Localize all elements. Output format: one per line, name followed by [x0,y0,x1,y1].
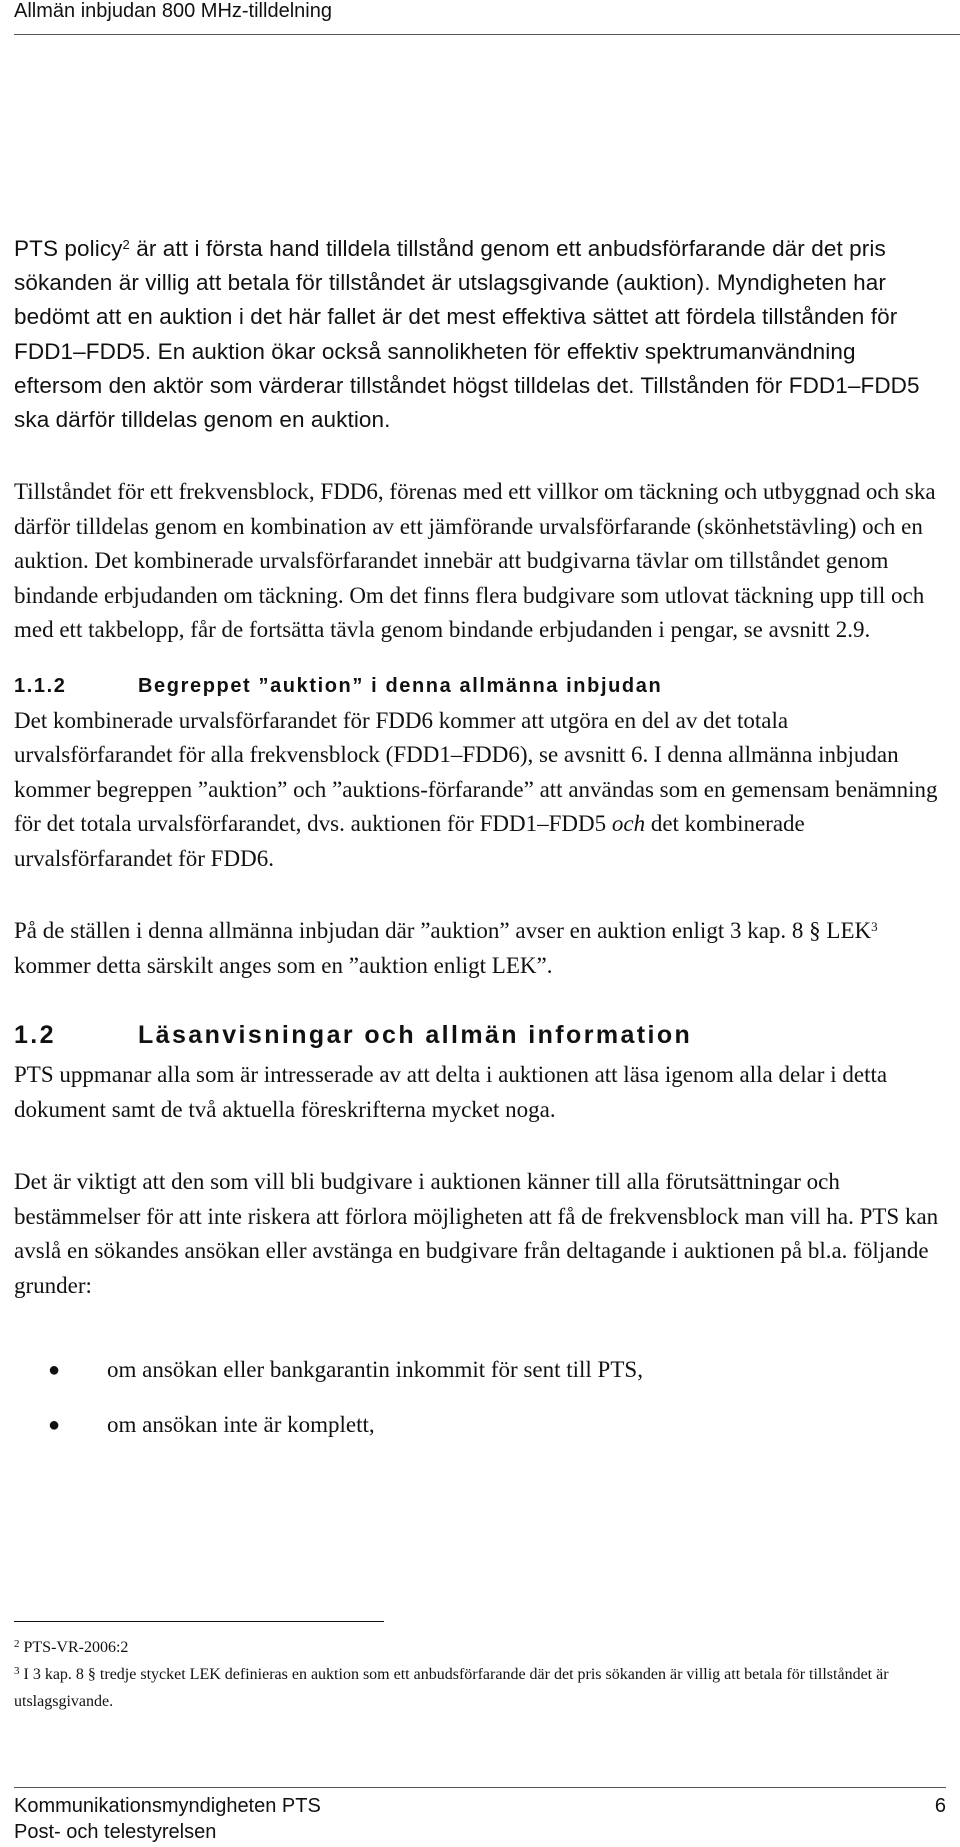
paragraph-read-instructions: PTS uppmanar alla som är intresserade av att delta i auktionen att läsa igenom alla delar i detta dokument samt de två aktuella föreskrifterna mycket noga. [14,1062,888,1122]
list-item-text: om ansökan inte är komplett, [107,1412,375,1438]
page-number: 6 [934,1795,946,1817]
bullet-icon: ● [48,1414,61,1437]
page-footer [14,1787,946,1845]
section-heading-1-1-2 [14,675,944,698]
footnote-2 [14,1634,944,1661]
list-item-text: om ansökan eller bankgarantin inkommit för sent till PTS, [107,1357,643,1383]
document-title: Allmän inbjudan 800 MHz-tilldelning [14,0,332,22]
list-item [14,1353,944,1387]
paragraph-text: På de ställen i denna allmänna inbjudan där ”auktion” avser en auktion enligt 3 kap. 8 § LEK [14,918,872,944]
footnote-number: 3 [14,1665,20,1677]
paragraph-text: PTS policy [14,236,123,261]
footnotes [14,1634,944,1715]
section-number: 1.1.2 [14,674,67,697]
paragraph-text: Det kombinerade urvalsförfarandet för FDD6 kommer att utgöra en del av det totala urvalsförfarandet för alla frekvensblock (FDD1–FDD6), se avsnitt 6. I denna allmänna inbjudan kommer begreppen ”auktion” och ”auktions-förfarande” att användas som en gemensam benämning för det totala urvalsförfarandet, dvs. auktionen för FDD1–FDD5 [14,707,938,837]
list-item [14,1408,944,1442]
paragraph-text: kommer detta särskilt anges som en ”auktion enligt LEK”. [14,952,553,978]
footnote-ref-2[interactable]: 2 [122,237,130,252]
section-title: Läsanvisningar och allmän information [138,1021,693,1050]
grounds-list [14,1353,944,1442]
paragraph-auction-policy [14,232,944,437]
footnote-number: 2 [14,1638,20,1650]
footnote-text: PTS-VR-2006:2 [19,1639,129,1656]
footer-organization: Kommunikationsmyndigheten PTS [14,1795,321,1817]
paragraph-text: det kombinerade urvalsförfarandet för FDD6. [14,811,805,871]
footnote-text: I 3 kap. 8 § tredje stycket LEK definieras en auktion som ett anbudsförfarande där det pris sökanden är villig att betala för tillståndet är utslagsgivande. [14,1666,889,1710]
section-heading-1-2 [14,1021,944,1050]
paragraph-auction-term [14,704,944,877]
footer-organization-sub: Post- och telestyrelsen [14,1821,217,1843]
paragraph-auction-lek [14,914,944,983]
paragraph-grounds: Det är viktigt att den som vill bli budgivare i auktionen känner till alla förutsättningar och bestämmelser för att inte riskera att förlora möjligheten att få de frekvensblock man vill ha. PTS kan avslå en sökandes ansökan eller avstänga en budgivare från deltagande i auktionen på bl.a. följande grunder: [14,1169,939,1298]
document-body [14,232,944,1463]
section-title: Begreppet ”auktion” i denna allmänna inbjudan [138,674,663,697]
footnote-ref-3[interactable]: 3 [871,919,878,935]
bullet-icon: ● [48,1359,61,1382]
emphasis-text: och [611,811,646,837]
footnote-3 [14,1661,944,1715]
footnote-separator [14,1621,384,1622]
section-number: 1.2 [14,1021,56,1050]
page-header [14,0,960,35]
paragraph-text: är att i första hand tilldela tillstånd genom ett anbudsförfarande där det pris sökanden är villig att betala för tillståndet är utslagsgivande (auktion). Myndigheten har bedömt att en auktion i det här fallet är det mest effektiva sättet att fördela tillstånden för FDD1–FDD5. En auktion ökar också sannolikheten för effektiv spektrumanvändning eftersom den aktör som värderar tillståndet högst tilldelas det. Tillstånden för FDD1–FDD5 ska därför tilldelas genom en auktion. [14,236,920,433]
paragraph-fdd6: Tillståndet för ett frekvensblock, FDD6, förenas med ett villkor om täckning och utbyggnad och ska därför tilldelas genom en kombination av ett jämförande urvalsförfarande (skönhetstävling) och en auktion. Det kombinerade urvalsförfarandet innebär att budgivarna tävlar om tillståndet genom bindande erbjudanden om täckning. Om det finns flera budgivare som utlovat täckning upp till och med ett takbelopp, får de fortsätta tävla genom bindande erbjudanden i pengar, se avsnitt 2.9. [14,479,936,643]
